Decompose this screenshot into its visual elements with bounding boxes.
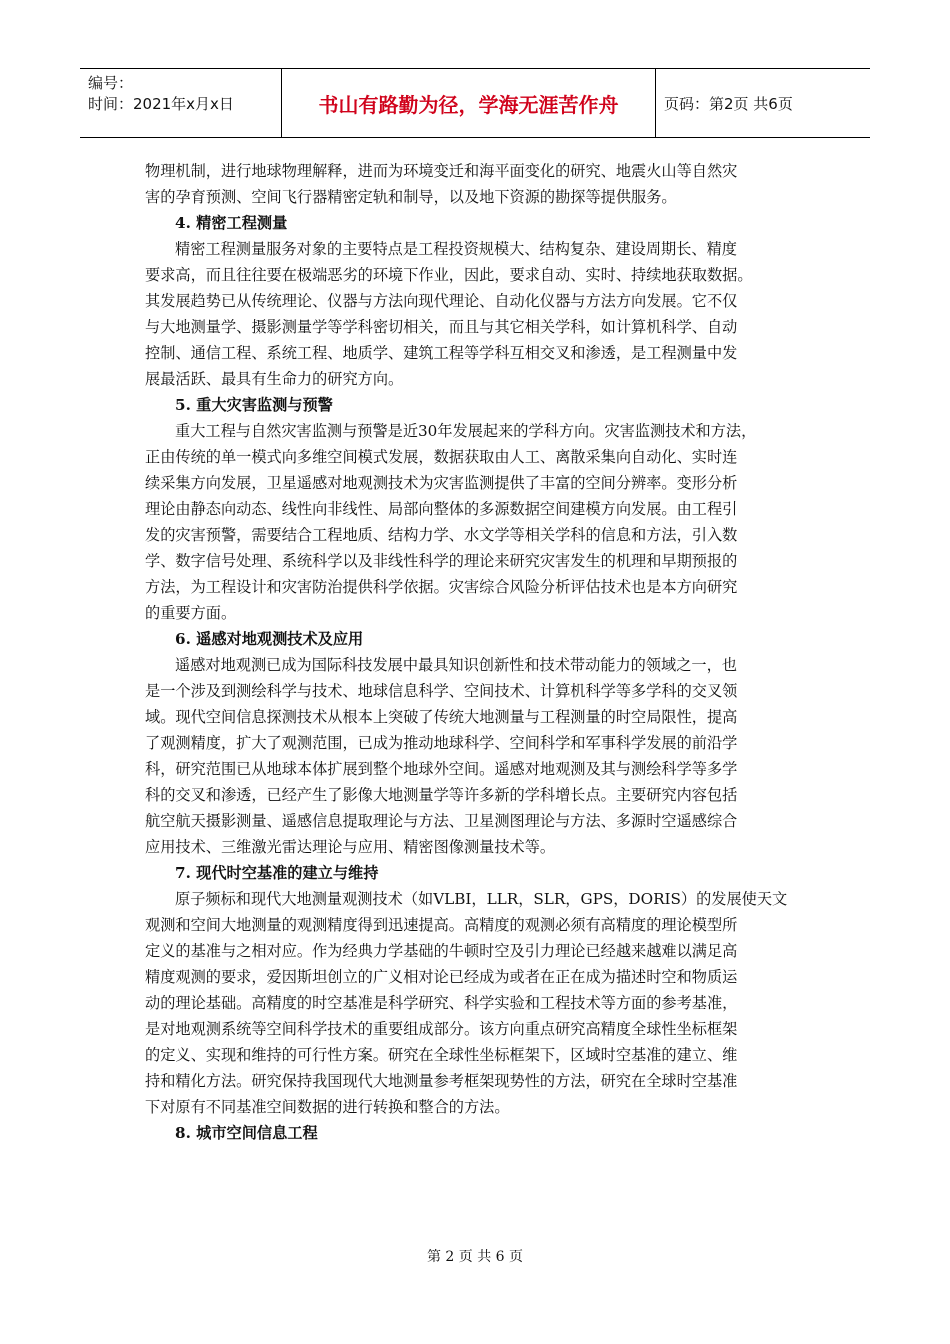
page-footer: 第 2 页 共 6 页 <box>426 1249 524 1265</box>
text-line: 的定义、实现和维持的可行性方案。研究在全球性坐标框架下，区域时空基准的建立、维 <box>145 1046 738 1064</box>
text-line: 害的孕育预测、空间飞行器精密定轨和制导，以及地下资源的勘探等提供服务。 <box>145 188 677 206</box>
header-meta <box>80 69 282 137</box>
section-heading: 8. 城市空间信息工程 <box>175 1124 318 1142</box>
text-line: 科的交叉和渗透，已经产生了影像大地测量学等许多新的学科增长点。主要研究内容包括 <box>145 786 738 804</box>
document-body <box>145 158 805 1146</box>
text-line: 精密工程测量服务对象的主要特点是工程投资规模大、结构复杂、建设周期长、精度 <box>175 240 737 258</box>
text-line: 的重要方面。 <box>145 604 237 622</box>
text-line: 原子频标和现代大地测量观测技术（如VLBI，LLR，SLR，GPS，DORIS）的发展使天文 <box>175 890 788 908</box>
section-heading: 6. 遥感对地观测技术及应用 <box>175 630 364 648</box>
text-line: 物理机制，进行地球物理解释，进而为环境变迁和海平面变化的研究、地震火山等自然灾 <box>145 162 738 180</box>
text-line: 精度观测的要求，爱因斯坦创立的广义相对论已经成为或者在正在成为描述时空和物质运 <box>145 968 738 986</box>
text-line: 是一个涉及到测绘科学与技术、地球信息科学、空间技术、计算机科学等多学科的交叉领 <box>145 682 738 700</box>
text-line: 科，研究范围已从地球本体扩展到整个地球外空间。遥感对地观测及其与测绘科学等多学 <box>145 760 738 778</box>
text-line: 要求高，而且往往要在极端恶劣的环境下作业，因此，要求自动、实时、持续地获取数据。 <box>145 266 753 284</box>
text-line: 定义的基准与之相对应。作为经典力学基础的牛顿时空及引力理论已经越来越难以满足高 <box>145 942 738 960</box>
text-line: 了观测精度，扩大了观测范围，已成为推动地球科学、空间科学和军事科学发展的前沿学 <box>145 734 738 752</box>
text-line: 其发展趋势已从传统理论、仪器与方法向现代理论、自动化仪器与方法方向发展。它不仅 <box>145 292 738 310</box>
text-line: 控制、通信工程、系统工程、地质学、建筑工程等学科互相交叉和渗透，是工程测量中发 <box>145 344 738 362</box>
text-line: 续采集方向发展，卫星遥感对地观测技术为灾害监测提供了丰富的空间分辨率。变形分析 <box>145 474 738 492</box>
text-line: 理论由静态向动态、线性向非线性、局部向整体的多源数据空间建模方向发展。由工程引 <box>145 500 738 518</box>
text-line: 应用技术、三维激光雷达理论与应用、精密图像测量技术等。 <box>145 838 556 856</box>
header-motto: 书山有路勤为径，学海无涯苦作舟 <box>282 69 656 137</box>
text-line: 下对原有不同基准空间数据的进行转换和整合的方法。 <box>145 1098 510 1116</box>
text-line: 航空航天摄影测量、遥感信息提取理论与方法、卫星测图理论与方法、多源时空遥感综合 <box>145 812 738 830</box>
text-line: 域。现代空间信息探测技术从根本上突破了传统大地测量与工程测量的时空局限性，提高 <box>145 708 738 726</box>
text-line: 重大工程与自然灾害监测与预警是近30年发展起来的学科方向。灾害监测技术和方法， <box>175 422 757 440</box>
header-page-info: 页码：第2页 共6页 <box>664 94 793 113</box>
text-line: 正由传统的单一模式向多维空间模式发展，数据获取由人工、离散采集向自动化、实时连 <box>145 448 738 466</box>
header-time-label: 时间：2021年x月x日 <box>88 95 234 113</box>
header-number-label: 编号： <box>88 74 134 92</box>
text-line: 动的理论基础。高精度的时空基准是科学研究、科学实验和工程技术等方面的参考基准， <box>145 994 738 1012</box>
text-line: 观测和空间大地测量的观测精度得到迅速提高。高精度的观测必须有高精度的理论模型所 <box>145 916 738 934</box>
text-line: 是对地观测系统等空间科学技术的重要组成部分。该方向重点研究高精度全球性坐标框架 <box>145 1020 738 1038</box>
text-line: 遥感对地观测已成为国际科技发展中最具知识创新性和技术带动能力的领域之一，也 <box>175 656 737 674</box>
text-line: 方法，为工程设计和灾害防治提供科学依据。灾害综合风险分析评估技术也是本方向研究 <box>145 578 738 596</box>
text-line: 持和精化方法。研究保持我国现代大地测量参考框架现势性的方法，研究在全球时空基准 <box>145 1072 738 1090</box>
text-line: 展最活跃、最具有生命力的研究方向。 <box>145 370 404 388</box>
page-header <box>80 68 870 138</box>
text-line: 学、数字信号处理、系统科学以及非线性科学的理论来研究灾害发生的机理和早期预报的 <box>145 552 738 570</box>
text-line: 与大地测量学、摄影测量学等学科密切相关，而且与其它相关学科，如计算机科学、自动 <box>145 318 738 336</box>
text-line: 发的灾害预警，需要结合工程地质、结构力学、水文学等相关学科的信息和方法，引入数 <box>145 526 738 544</box>
section-heading: 5. 重大灾害监测与预警 <box>175 396 333 414</box>
section-heading: 4. 精密工程测量 <box>175 214 288 232</box>
section-heading: 7. 现代时空基准的建立与维持 <box>175 864 379 882</box>
